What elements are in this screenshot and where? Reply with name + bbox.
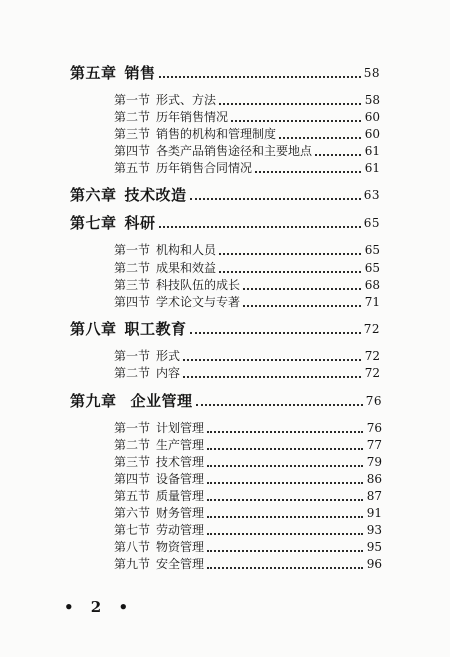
dot-leader (159, 76, 361, 78)
chapter-label: 第九章 (70, 392, 117, 410)
section-page-number: 96 (366, 556, 382, 571)
dot-leader (255, 171, 361, 173)
section-page-number: 72 (364, 348, 380, 363)
section-title: 内容 (156, 366, 181, 380)
section-page-number: 91 (366, 505, 382, 520)
section-title: 设备管理 (156, 472, 205, 486)
section-label: 第四节 (114, 144, 151, 158)
chapter-entry (70, 184, 380, 205)
dot-leader (207, 482, 363, 484)
chapter-title: 科研 (124, 214, 156, 232)
section-entry (114, 538, 382, 555)
section-page-number: 58 (364, 92, 380, 107)
section-entry (114, 125, 380, 142)
dot-leader (279, 137, 361, 139)
dot-leader (219, 271, 361, 273)
section-label: 第四节 (114, 295, 151, 309)
chapter-title: 销售 (124, 64, 156, 82)
chapter-label: 第六章 (70, 186, 117, 204)
section-page-number: 93 (366, 522, 382, 537)
section-entry (114, 293, 380, 310)
section-label: 第四节 (114, 472, 151, 486)
section-entry (114, 91, 380, 108)
section-title: 学术论文与专著 (156, 295, 241, 309)
section-page-number: 65 (364, 242, 380, 257)
section-page-number: 71 (364, 294, 380, 309)
section-label: 第二节 (114, 366, 151, 380)
dot-leader (219, 103, 361, 105)
section-page-number: 65 (364, 260, 380, 275)
section-label: 第二节 (114, 110, 151, 124)
dot-leader (207, 550, 363, 552)
dot-leader (190, 332, 361, 334)
chapter-entry (70, 318, 380, 339)
chapter-title: 职工教育 (124, 320, 187, 338)
chapter-title: 技术改造 (124, 186, 187, 204)
section-title: 计划管理 (156, 421, 205, 435)
section-title: 科技队伍的成长 (156, 278, 241, 292)
section-title: 劳动管理 (156, 523, 205, 537)
section-label: 第六节 (114, 506, 151, 520)
section-title: 形式 (156, 349, 181, 363)
section-entry (114, 241, 380, 258)
section-page-number: 72 (364, 365, 380, 380)
section-entry (114, 276, 380, 293)
section-label: 第三节 (114, 127, 151, 141)
chapter-page-number: 72 (363, 321, 380, 336)
section-entry (114, 159, 380, 176)
section-entry (114, 555, 382, 572)
section-page-number: 79 (366, 454, 382, 469)
section-page-number: 76 (366, 420, 382, 435)
section-title: 技术管理 (156, 455, 205, 469)
section-title: 历年销售合同情况 (156, 161, 253, 175)
section-entry (114, 142, 380, 159)
chapter-label: 第五章 (70, 64, 117, 82)
section-title: 历年销售情况 (156, 110, 229, 124)
dot-leader (207, 567, 363, 569)
section-label: 第二节 (114, 438, 151, 452)
section-label: 第一节 (114, 421, 151, 435)
section-title: 形式、方法 (156, 93, 217, 107)
chapter-page-number: 63 (363, 187, 380, 202)
chapter-title: 企业管理 (130, 392, 193, 410)
section-entry (114, 108, 380, 125)
chapter-entry (70, 62, 380, 83)
dot-leader (190, 198, 361, 200)
section-entry (114, 521, 382, 538)
dot-leader (207, 448, 363, 450)
dot-leader (207, 465, 363, 467)
section-label: 第一节 (114, 349, 151, 363)
section-page-number: 87 (366, 488, 382, 503)
dot-leader (207, 499, 363, 501)
dot-leader (196, 404, 363, 406)
section-page-number: 60 (364, 109, 380, 124)
dot-leader (231, 120, 361, 122)
section-label: 第五节 (114, 161, 151, 175)
section-title: 物资管理 (156, 540, 205, 554)
dot-leader (159, 226, 361, 228)
dot-leader (207, 431, 363, 433)
section-entry (114, 419, 382, 436)
section-entry (114, 259, 380, 276)
section-entry (114, 487, 382, 504)
dot-leader (219, 253, 361, 255)
section-title: 质量管理 (156, 489, 205, 503)
section-title: 机构和人员 (156, 243, 217, 257)
section-entry (114, 504, 382, 521)
section-page-number: 60 (364, 126, 380, 141)
section-entry (114, 436, 382, 453)
section-label: 第三节 (114, 455, 151, 469)
section-label: 第五节 (114, 489, 151, 503)
section-page-number: 61 (364, 143, 380, 158)
section-title: 成果和效益 (156, 261, 217, 275)
section-title: 安全管理 (156, 557, 205, 571)
section-label: 第七节 (114, 523, 151, 537)
dot-leader (207, 533, 363, 535)
dot-leader (183, 359, 361, 361)
page-number-footer: • 2 • (64, 598, 135, 616)
section-label: 第二节 (114, 261, 151, 275)
dot-leader (183, 376, 361, 378)
section-title: 生产管理 (156, 438, 205, 452)
section-page-number: 77 (366, 437, 382, 452)
section-label: 第一节 (114, 93, 151, 107)
section-page-number: 61 (364, 160, 380, 175)
section-title: 财务管理 (156, 506, 205, 520)
section-label: 第八节 (114, 540, 151, 554)
chapter-page-number: 65 (363, 215, 380, 230)
dot-leader (315, 154, 361, 156)
section-page-number: 95 (366, 539, 382, 554)
section-title: 销售的机构和管理制度 (156, 127, 277, 141)
section-title: 各类产品销售途径和主要地点 (156, 144, 313, 158)
section-entry (114, 470, 382, 487)
chapter-entry (70, 390, 382, 411)
dot-leader (207, 516, 363, 518)
chapter-page-number: 76 (365, 393, 382, 408)
chapter-entry (70, 212, 380, 233)
section-label: 第九节 (114, 557, 151, 571)
section-entry (114, 364, 380, 381)
chapter-page-number: 58 (363, 65, 380, 80)
dot-leader (243, 288, 361, 290)
section-entry (114, 453, 382, 470)
section-label: 第一节 (114, 243, 151, 257)
section-page-number: 68 (364, 277, 380, 292)
section-label: 第三节 (114, 278, 151, 292)
section-entry (114, 347, 380, 364)
chapter-label: 第七章 (70, 214, 117, 232)
dot-leader (243, 305, 361, 307)
section-page-number: 86 (366, 471, 382, 486)
chapter-label: 第八章 (70, 320, 117, 338)
